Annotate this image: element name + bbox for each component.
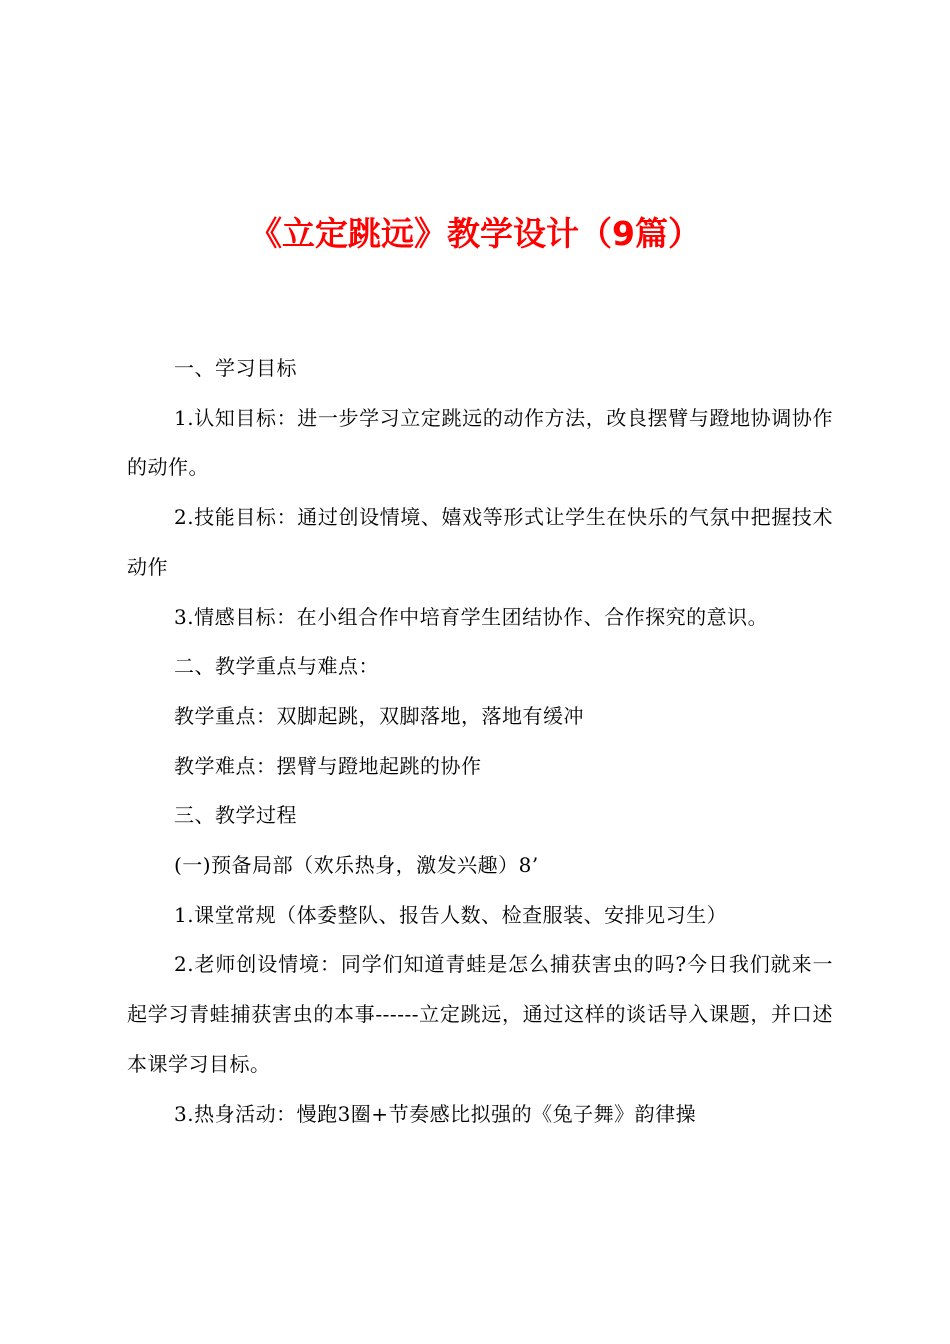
document-body	[127, 344, 833, 1139]
paragraph-difficulty: 教学难点：摆臂与蹬地起跳的协作	[174, 753, 482, 778]
paragraph-cognitive-goal: 1.认知目标：进一步学习立定跳远的动作方法，改良摆臂与蹬地协调协作的动作。	[127, 405, 833, 480]
paragraph-preparation: (一)预备局部（欢乐热身，激发兴趣）8’	[174, 853, 539, 878]
document-title: 《立定跳远》教学设计（9篇）	[249, 214, 701, 253]
paragraph-routine: 1.课堂常规（体委整队、报告人数、检查服装、安排见习生）	[174, 902, 728, 927]
paragraph-warmup: 3.热身活动：慢跑3圈+节奏感比拟强的《兔子舞》韵律操	[174, 1101, 697, 1126]
section-heading-process: 三、教学过程	[174, 803, 297, 828]
paragraph-emotional-goal: 3.情感目标：在小组合作中培育学生团结协作、合作探究的意识。	[174, 604, 769, 629]
paragraph-skill-goal: 2.技能目标：通过创设情境、嬉戏等形式让学生在快乐的气氛中把握技术动作	[127, 505, 833, 579]
section-heading-key-points: 二、教学重点与难点：	[174, 654, 379, 679]
section-heading-objectives: 一、学习目标	[174, 356, 297, 380]
paragraph-situation: 2.老师创设情境：同学们知道青蛙是怎么捕获害虫的吗?今日我们就来一起学习青蛙捕获害虫的本事------立定跳远，通过这样的谈话导入课题，并口述本课学习目标。	[127, 952, 833, 1076]
paragraph-key-point: 教学重点：双脚起跳，双脚落地，落地有缓冲	[174, 703, 584, 728]
